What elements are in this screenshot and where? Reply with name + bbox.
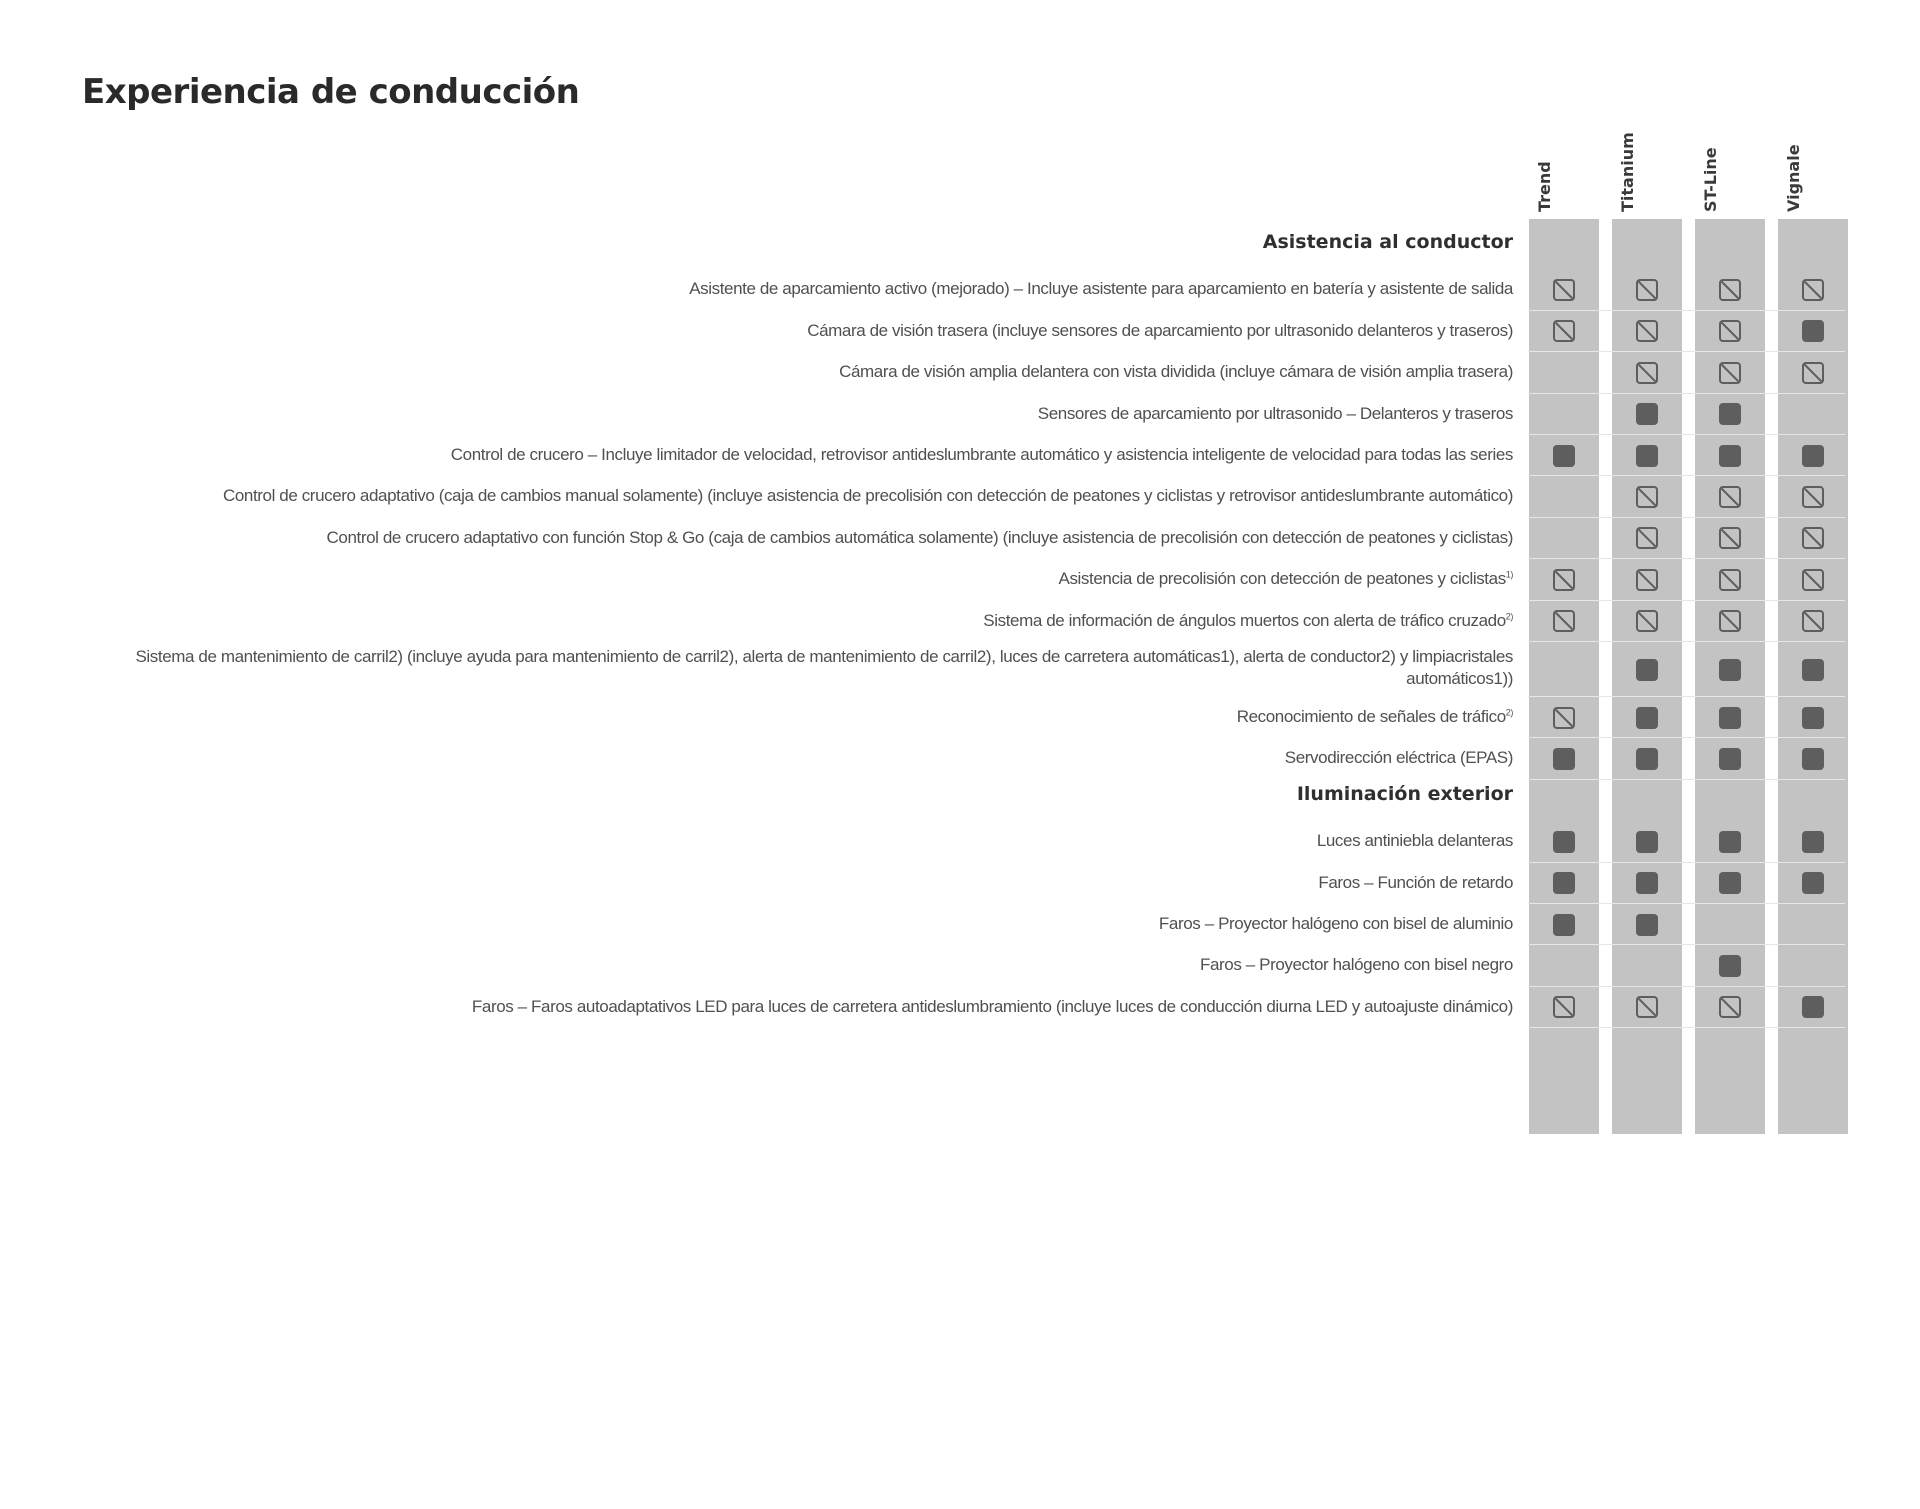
square-slashed-icon — [1802, 486, 1824, 508]
feature-cell-titanium — [1636, 445, 1658, 467]
feature-cell-trend — [1553, 914, 1575, 936]
square-filled-icon — [1802, 996, 1824, 1018]
table-row — [0, 435, 1920, 476]
row-label-text: Asistencia de precolisión con detección de peatones y ciclistas — [1058, 569, 1506, 589]
square-slashed-icon — [1802, 362, 1824, 384]
row-label-text: Faros – Faros autoadaptativos LED para luces de carretera antideslumbramiento (incluye luces de conducción diurna LED y autoajuste dinámico) — [471, 996, 1513, 1016]
square-slashed-icon — [1802, 610, 1824, 632]
feature-cell-titanium — [1636, 527, 1658, 549]
table-row — [0, 863, 1920, 904]
square-slashed-icon — [1802, 569, 1824, 591]
footnote-marker: 2) — [1505, 707, 1513, 718]
feature-cell-vignale — [1802, 569, 1824, 591]
section-title: Asistencia al conductor — [1262, 231, 1513, 253]
column-header-label: Trend — [1535, 161, 1554, 212]
row-label-text: Cámara de visión amplia delantera con vista dividida (incluye cámara de visión amplia trasera) — [839, 362, 1513, 382]
table-row — [0, 945, 1920, 986]
feature-cell-vignale — [1802, 362, 1824, 384]
feature-cell-titanium — [1636, 831, 1658, 853]
feature-cell-trend — [1553, 610, 1575, 632]
square-filled-icon — [1553, 748, 1575, 770]
table-row — [0, 269, 1920, 310]
square-filled-icon — [1636, 914, 1658, 936]
square-filled-icon — [1802, 320, 1824, 342]
feature-cell-st-line — [1719, 527, 1741, 549]
row-label — [839, 361, 1513, 383]
square-filled-icon — [1802, 831, 1824, 853]
square-filled-icon — [1719, 831, 1741, 853]
table-row — [0, 642, 1920, 697]
feature-cell-st-line — [1719, 872, 1741, 894]
row-label — [1237, 706, 1513, 728]
square-slashed-icon — [1636, 569, 1658, 591]
square-slashed-icon — [1802, 527, 1824, 549]
square-slashed-icon — [1719, 362, 1741, 384]
square-filled-icon — [1636, 403, 1658, 425]
feature-cell-trend — [1553, 445, 1575, 467]
feature-cell-vignale — [1802, 748, 1824, 770]
square-filled-icon — [1719, 403, 1741, 425]
square-filled-icon — [1636, 872, 1658, 894]
feature-cell-vignale — [1802, 320, 1824, 342]
row-label — [1317, 830, 1513, 852]
square-slashed-icon — [1553, 610, 1575, 632]
column-header-label: Vignale — [1784, 144, 1803, 212]
row-label-text: Sensores de aparcamiento por ultrasonido – Delanteros y traseros — [1037, 403, 1513, 423]
column-header-vignale — [1778, 92, 1848, 212]
square-filled-icon — [1719, 748, 1741, 770]
square-slashed-icon — [1553, 569, 1575, 591]
square-slashed-icon — [1636, 610, 1658, 632]
feature-cell-st-line — [1719, 445, 1741, 467]
table-row — [0, 987, 1920, 1028]
table-row — [0, 601, 1920, 642]
feature-cell-st-line — [1719, 403, 1741, 425]
square-slashed-icon — [1636, 486, 1658, 508]
feature-cell-vignale — [1802, 996, 1824, 1018]
square-slashed-icon — [1719, 996, 1741, 1018]
feature-cell-st-line — [1719, 707, 1741, 729]
square-filled-icon — [1802, 659, 1824, 681]
row-label — [1038, 403, 1513, 425]
square-slashed-icon — [1553, 279, 1575, 301]
square-filled-icon — [1802, 707, 1824, 729]
square-slashed-icon — [1636, 320, 1658, 342]
feature-cell-vignale — [1802, 445, 1824, 467]
table-row — [0, 311, 1920, 352]
square-slashed-icon — [1636, 362, 1658, 384]
table-row — [0, 821, 1920, 862]
feature-cell-st-line — [1719, 831, 1741, 853]
feature-cell-st-line — [1719, 659, 1741, 681]
square-slashed-icon — [1553, 707, 1575, 729]
feature-cell-vignale — [1802, 610, 1824, 632]
feature-cell-trend — [1553, 996, 1575, 1018]
feature-cell-titanium — [1636, 403, 1658, 425]
row-label — [327, 527, 1513, 549]
feature-cell-vignale — [1802, 527, 1824, 549]
square-slashed-icon — [1636, 279, 1658, 301]
row-label-text: Faros – Proyector halógeno con bisel negro — [1199, 955, 1513, 975]
square-slashed-icon — [1553, 320, 1575, 342]
feature-cell-vignale — [1802, 831, 1824, 853]
square-filled-icon — [1719, 955, 1741, 977]
feature-cell-titanium — [1636, 486, 1658, 508]
row-label — [113, 646, 1513, 690]
square-filled-icon — [1719, 872, 1741, 894]
row-label-text: Control de crucero adaptativo con función Stop & Go (caja de cambios automática solamente) (incluye asistencia de precolisión con detección de peatones y ciclistas) — [326, 527, 1513, 547]
square-filled-icon — [1719, 659, 1741, 681]
feature-cell-st-line — [1719, 748, 1741, 770]
footnote-marker: 2) — [1505, 610, 1513, 621]
row-label — [1285, 747, 1513, 769]
feature-cell-trend — [1553, 707, 1575, 729]
column-header-trend — [1529, 92, 1599, 212]
feature-cell-titanium — [1636, 914, 1658, 936]
feature-cell-vignale — [1802, 279, 1824, 301]
table-row — [0, 394, 1920, 435]
feature-cell-trend — [1553, 320, 1575, 342]
table-row — [0, 518, 1920, 559]
feature-cell-st-line — [1719, 486, 1741, 508]
square-filled-icon — [1553, 831, 1575, 853]
row-label — [983, 610, 1513, 632]
feature-cell-vignale — [1802, 872, 1824, 894]
feature-cell-titanium — [1636, 362, 1658, 384]
row-divider — [1528, 779, 1845, 780]
row-label-text: Control de crucero – Incluye limitador de velocidad, retrovisor antideslumbrante automático y asistencia inteligente de velocidad para todas las series — [450, 445, 1513, 464]
row-label-text: Cámara de visión trasera (incluye sensores de aparcamiento por ultrasonido delanteros y traseros) — [807, 320, 1513, 340]
table-row — [0, 904, 1920, 945]
square-filled-icon — [1636, 831, 1658, 853]
feature-cell-vignale — [1802, 486, 1824, 508]
feature-cell-vignale — [1802, 707, 1824, 729]
feature-cell-st-line — [1719, 569, 1741, 591]
row-label-text: Faros – Proyector halógeno con bisel de aluminio — [1158, 914, 1513, 933]
row-label — [1318, 872, 1513, 894]
square-slashed-icon — [1636, 996, 1658, 1018]
feature-cell-titanium — [1636, 279, 1658, 301]
row-divider — [1528, 1027, 1845, 1028]
square-filled-icon — [1636, 748, 1658, 770]
row-label — [807, 320, 1513, 342]
feature-cell-trend — [1553, 872, 1575, 894]
feature-cell-trend — [1553, 569, 1575, 591]
square-filled-icon — [1802, 445, 1824, 467]
square-slashed-icon — [1719, 610, 1741, 632]
square-filled-icon — [1636, 659, 1658, 681]
column-header-label: Titanium — [1618, 132, 1637, 212]
feature-cell-vignale — [1802, 659, 1824, 681]
square-slashed-icon — [1719, 569, 1741, 591]
row-label-text: Control de crucero adaptativo (caja de cambios manual solamente) (incluye asistencia de precolisión con detección de peatones y ciclistas y retrovisor antideslumbrante automático) — [222, 486, 1513, 506]
feature-cell-titanium — [1636, 872, 1658, 894]
feature-cell-titanium — [1636, 659, 1658, 681]
page-title: Experiencia de conducción — [82, 72, 580, 112]
row-label — [1200, 954, 1513, 976]
feature-cell-st-line — [1719, 320, 1741, 342]
column-header-titanium — [1612, 92, 1682, 212]
square-filled-icon — [1553, 445, 1575, 467]
table-row — [0, 697, 1920, 738]
feature-cell-st-line — [1719, 362, 1741, 384]
square-filled-icon — [1802, 748, 1824, 770]
section-title: Iluminación exterior — [1296, 782, 1513, 805]
feature-cell-titanium — [1636, 320, 1658, 342]
feature-cell-st-line — [1719, 955, 1741, 977]
feature-cell-st-line — [1719, 279, 1741, 301]
square-slashed-icon — [1636, 527, 1658, 549]
feature-cell-titanium — [1636, 707, 1658, 729]
feature-cell-st-line — [1719, 610, 1741, 632]
square-slashed-icon — [1719, 279, 1741, 301]
feature-cell-trend — [1553, 831, 1575, 853]
table-row — [0, 476, 1920, 517]
row-label-text: Sistema de información de ángulos muertos con alerta de tráfico cruzado — [983, 610, 1506, 630]
feature-cell-titanium — [1636, 569, 1658, 591]
row-label — [223, 485, 1513, 507]
column-header-label: ST-Line — [1701, 147, 1720, 212]
row-label — [1159, 913, 1513, 935]
row-label — [472, 996, 1513, 1018]
square-filled-icon — [1553, 914, 1575, 936]
feature-cell-titanium — [1636, 748, 1658, 770]
row-label — [1059, 568, 1514, 590]
square-slashed-icon — [1719, 320, 1741, 342]
row-label-text: Luces antiniebla delanteras — [1316, 831, 1513, 851]
square-slashed-icon — [1802, 279, 1824, 301]
row-label — [451, 444, 1513, 466]
feature-cell-trend — [1553, 748, 1575, 770]
column-header-st-line — [1695, 92, 1765, 212]
table-row — [0, 559, 1920, 600]
footnote-marker: 1) — [1505, 569, 1513, 580]
row-label — [689, 278, 1513, 300]
feature-cell-trend — [1553, 279, 1575, 301]
square-filled-icon — [1802, 872, 1824, 894]
square-filled-icon — [1636, 707, 1658, 729]
row-label-text: Sistema de mantenimiento de carril2) (incluye ayuda para mantenimiento de carril2), alerta de mantenimiento de carril2), luces de carretera automáticas1), alerta de conductor2) y limpiacristales automáticos1)) — [135, 647, 1513, 688]
square-filled-icon — [1553, 872, 1575, 894]
feature-cell-titanium — [1636, 996, 1658, 1018]
table-row — [0, 738, 1920, 779]
square-slashed-icon — [1719, 486, 1741, 508]
row-label-text: Reconocimiento de señales de tráfico — [1236, 707, 1506, 726]
feature-cell-st-line — [1719, 996, 1741, 1018]
row-label-text: Servodirección eléctrica (EPAS) — [1284, 748, 1513, 768]
square-slashed-icon — [1553, 996, 1575, 1018]
row-label-text: Faros – Función de retardo — [1318, 872, 1513, 892]
table-row — [0, 352, 1920, 393]
square-slashed-icon — [1719, 527, 1741, 549]
square-filled-icon — [1636, 445, 1658, 467]
feature-cell-titanium — [1636, 610, 1658, 632]
square-filled-icon — [1719, 445, 1741, 467]
square-filled-icon — [1719, 707, 1741, 729]
row-label-text: Asistente de aparcamiento activo (mejorado) – Incluye asistente para aparcamiento en batería y asistente de salida — [689, 279, 1513, 299]
